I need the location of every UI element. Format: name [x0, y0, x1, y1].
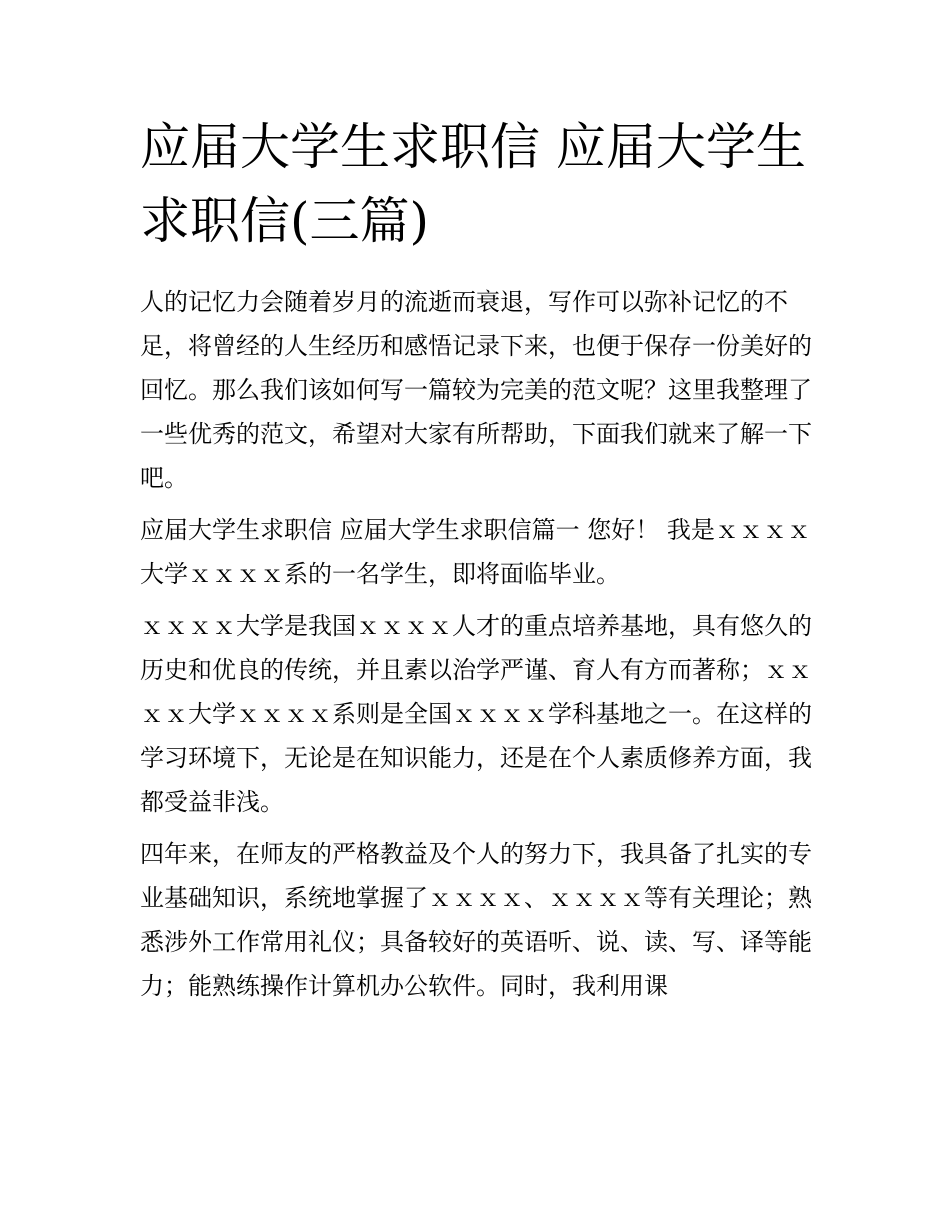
- paragraph-intro: 人的记忆力会随着岁月的流逝而衰退，写作可以弥补记忆的不足，将曾经的人生经历和感悟记录下来，也便于保存一份美好的回忆。那么我们该如何写一篇较为完美的范文呢？这里我整理了一些优秀的范文，希望对大家有所帮助，下面我们就来了解一下吧。: [140, 288, 812, 492]
- document-body: [140, 280, 812, 1016]
- paragraph-skills: 四年来，在师友的严格教益及个人的努力下，我具备了扎实的专业基础知识，系统地掌握了ｘｘｘｘ、ｘｘｘｘ等有关理论；熟悉涉外工作常用礼仪；具备较好的英语听、说、读、写、译等能力；能熟练操作计算机办公软件。同时，我利用课: [140, 840, 812, 1000]
- paragraph-greeting: 应届大学生求职信 应届大学生求职信篇一 您好！ 我是ｘｘｘｘ大学ｘｘｘｘ系的一名学生，即将面临毕业。: [140, 516, 811, 588]
- paragraph-university: ｘｘｘｘ大学是我国ｘｘｘｘ人才的重点培养基地，具有悠久的历史和优良的传统，并且素以治学严谨、育人有方而著称；ｘｘｘｘ大学ｘｘｘｘ系则是全国ｘｘｘｘ学科基地之一。在这样的学习环境下，无论是在知识能力，还是在个人素质修养方面，我都受益非浅。: [140, 612, 812, 816]
- document-title: 应届大学生求职信 应届大学生求职信(三篇): [140, 118, 806, 250]
